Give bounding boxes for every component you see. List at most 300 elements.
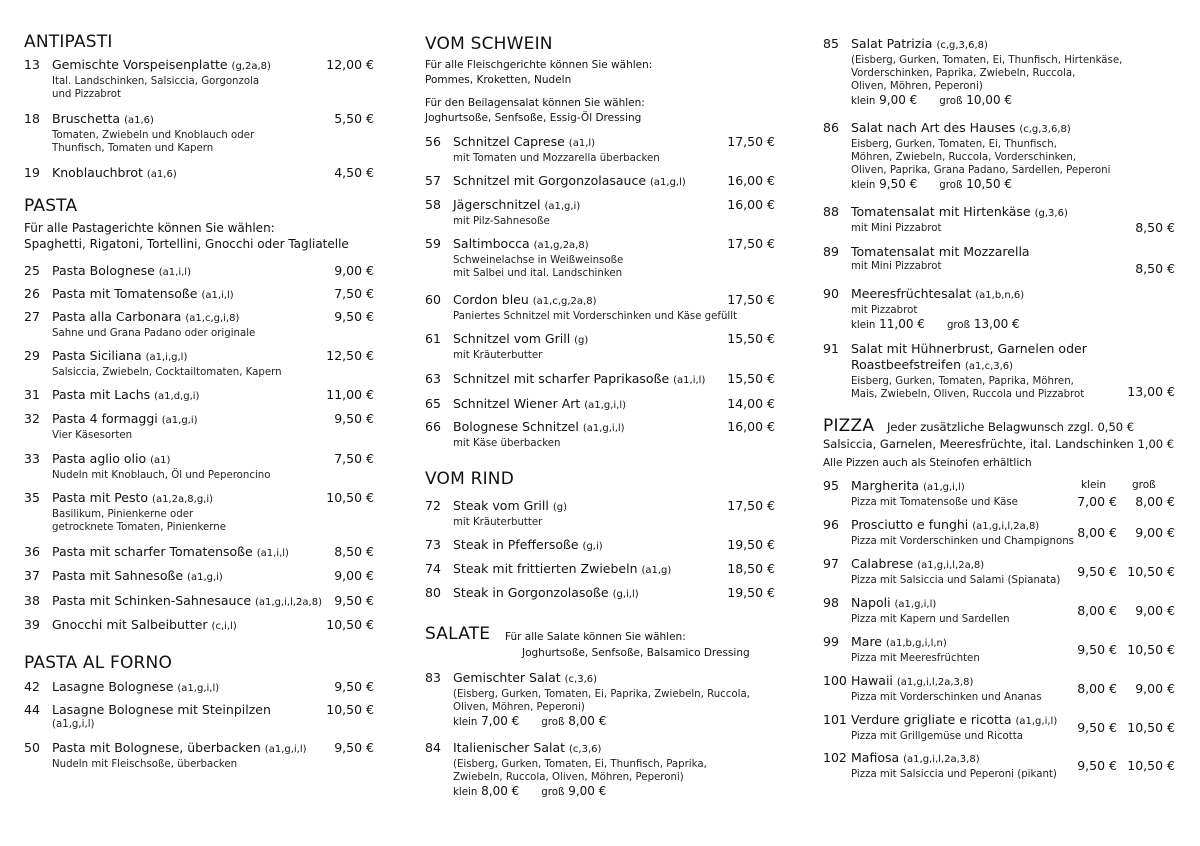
item-name: Pasta alla Carbonara xyxy=(52,309,182,324)
size-header-large: groß xyxy=(1132,479,1156,491)
item-price: 18,50 € xyxy=(727,561,775,576)
menu-item xyxy=(24,348,374,379)
price-large: 9,00 € xyxy=(1135,681,1175,696)
item-description: Oliven, Möhren, Peperoni) xyxy=(453,702,585,713)
menu-item xyxy=(425,371,775,389)
item-allergens: (a1,g,l) xyxy=(650,177,686,188)
item-number: 80 xyxy=(425,585,441,600)
menu-item xyxy=(823,341,1175,401)
price-large: 10,50 € xyxy=(1127,720,1175,735)
item-description: Tomaten, Zwiebeln und Knoblauch oder xyxy=(52,130,255,141)
item-name: Pasta Siciliana xyxy=(52,348,142,363)
item-name: Pasta aglio olio xyxy=(52,451,147,466)
size-prices xyxy=(453,714,775,730)
menu-item xyxy=(425,197,775,228)
item-price: 8,50 € xyxy=(334,544,374,559)
price-large: 8,00 € xyxy=(568,714,607,728)
menu-item xyxy=(24,451,374,482)
item-number: 63 xyxy=(425,371,441,386)
section-title-salate: SALATE xyxy=(425,624,491,644)
item-number: 18 xyxy=(24,111,40,126)
item-price: 17,50 € xyxy=(727,498,775,513)
item-description: Pizza mit Tomatensoße und Käse xyxy=(851,497,1018,508)
price-large: 10,50 € xyxy=(1127,758,1175,773)
item-description: Pizza mit Salsiccia und Peperoni (pikant) xyxy=(851,769,1057,780)
item-description: Oliven, Paprika, Grana Padano, Sardellen, Peperoni xyxy=(851,165,1111,176)
item-number: 39 xyxy=(24,617,40,632)
item-allergens: (a1,i,l) xyxy=(201,290,234,301)
item-description: (Eisberg, Gurken, Tomaten, Ei, Paprika, Zwiebeln, Ruccola, xyxy=(453,689,750,700)
item-number: 84 xyxy=(425,740,441,755)
item-number: 89 xyxy=(823,244,839,259)
section-note: Jeder zusätzliche Belagwunsch zzgl. 0,50 € xyxy=(887,420,1135,434)
size-label-large: groß xyxy=(541,787,565,798)
item-name: Tomatensalat mit Hirtenkäse xyxy=(851,204,1031,219)
item-allergens: (a1,i,l) xyxy=(158,267,191,278)
section-title-pasta-al-forno: PASTA AL FORNO xyxy=(24,653,173,673)
item-name: Salat Patrizia xyxy=(851,36,933,51)
item-description: und Pizzabrot xyxy=(52,89,121,100)
item-number: 98 xyxy=(823,595,839,610)
item-name: Steak mit frittierten Zwiebeln xyxy=(453,561,638,576)
item-price: 17,50 € xyxy=(727,236,775,251)
item-number: 73 xyxy=(425,537,441,552)
item-description: Pizza mit Meeresfrüchten xyxy=(851,653,980,664)
menu-item xyxy=(823,36,1175,109)
item-allergens: (a1,c,g,2a,8) xyxy=(532,296,597,307)
item-allergens: (a1,2a,8,g,i) xyxy=(152,494,214,505)
item-allergens: (a1) xyxy=(150,455,171,466)
item-number: 19 xyxy=(24,165,40,180)
item-name: Lasagne Bolognese xyxy=(52,679,174,694)
item-description: Schweinelachse in Weißweinsoße xyxy=(453,255,624,266)
section-title-pasta: PASTA xyxy=(24,196,78,216)
item-name: Pasta mit Lachs xyxy=(52,387,151,402)
size-prices xyxy=(453,784,775,800)
section-note: Pommes, Kroketten, Nudeln xyxy=(425,74,572,86)
price-small: 7,00 € xyxy=(1077,494,1117,509)
menu-item xyxy=(24,490,374,534)
item-name: Bruschetta xyxy=(52,111,121,126)
menu-item xyxy=(24,286,374,304)
size-prices xyxy=(851,177,1175,193)
item-number: 50 xyxy=(24,740,40,755)
item-description: Paniertes Schnitzel mit Vorderschinken und Käse gefüllt xyxy=(453,311,738,322)
item-name: Margherita xyxy=(851,478,920,493)
item-allergens: (a1,6) xyxy=(146,169,177,180)
item-allergens: (c,3,6) xyxy=(569,744,602,755)
item-price: 8,50 € xyxy=(1135,220,1175,235)
item-description: mit Kräuterbutter xyxy=(453,350,543,361)
item-price: 8,50 € xyxy=(1135,261,1175,276)
item-allergens: (a1,i,l) xyxy=(256,548,289,559)
item-number: 96 xyxy=(823,517,839,532)
menu-item xyxy=(425,585,775,603)
item-name: Gemischter Salat xyxy=(453,670,561,685)
item-price: 14,00 € xyxy=(727,396,775,411)
section-note: Joghurtsoße, Senfsoße, Essig-Öl Dressing xyxy=(425,112,642,124)
item-description: (Eisberg, Gurken, Tomaten, Ei, Thunfisch, Paprika, xyxy=(453,759,707,770)
item-number: 27 xyxy=(24,309,40,324)
section-note: Joghurtsoße, Senfsoße, Balsamico Dressing xyxy=(522,647,750,659)
item-name: Calabrese xyxy=(851,556,914,571)
item-number: 97 xyxy=(823,556,839,571)
size-label-large: groß xyxy=(939,96,963,107)
menu-item xyxy=(24,387,374,405)
price-small: 9,00 € xyxy=(879,93,918,107)
item-allergens: (c,3,6) xyxy=(564,674,598,685)
item-number: 38 xyxy=(24,593,40,608)
item-number: 13 xyxy=(24,57,40,72)
size-label-large: groß xyxy=(939,180,963,191)
item-price: 10,50 € xyxy=(326,702,374,717)
item-allergens: (a1,g,i,l) xyxy=(264,744,307,755)
menu-item-pizza xyxy=(823,712,1175,743)
item-name: Bolognese Schnitzel xyxy=(453,419,579,434)
item-allergens: (a1,l) xyxy=(568,138,596,149)
item-allergens: (a1,g,i,l) xyxy=(584,400,627,411)
menu-item xyxy=(425,331,775,362)
size-label-small: klein xyxy=(453,717,478,728)
item-description: Sahne und Grana Padano oder originale xyxy=(52,328,256,339)
item-price: 9,00 € xyxy=(334,263,374,278)
item-price: 11,00 € xyxy=(326,387,374,402)
item-name: Salat mit Hühnerbrust, Garnelen oder Roastbeefstreifen xyxy=(851,341,1087,372)
item-name: Pasta Bolognese xyxy=(52,263,155,278)
item-number: 60 xyxy=(425,292,441,307)
section-title-vom-schwein: VOM SCHWEIN xyxy=(425,34,553,54)
item-price: 19,50 € xyxy=(727,537,775,552)
item-description: Ital. Landschinken, Salsiccia, Gorgonzola xyxy=(52,76,260,87)
item-price: 16,00 € xyxy=(727,419,775,434)
item-name: Schnitzel Caprese xyxy=(453,134,565,149)
item-description: mit Käse überbacken xyxy=(453,438,561,449)
item-allergens: (c,i,l) xyxy=(211,621,237,632)
item-allergens: (a1,g,i) xyxy=(544,201,581,212)
size-prices xyxy=(851,93,1175,109)
item-name: Pasta mit Sahnesoße xyxy=(52,568,184,583)
item-number: 95 xyxy=(823,478,839,493)
item-description: mit Mini Pizzabrot xyxy=(851,223,942,234)
menu-item xyxy=(24,568,374,586)
item-description: Vorderschinken, Paprika, Zwiebeln, Ruccola, xyxy=(851,68,1076,79)
item-name: Prosciutto e funghi xyxy=(851,517,969,532)
item-allergens: (a1,6) xyxy=(124,115,154,126)
item-price: 17,50 € xyxy=(727,292,775,307)
item-name: Schnitzel vom Grill xyxy=(453,331,571,346)
item-description: mit Mini Pizzabrot xyxy=(851,261,942,272)
price-large: 10,50 € xyxy=(1127,564,1175,579)
menu-item xyxy=(425,236,775,280)
menu-item xyxy=(823,244,1175,276)
item-allergens: (a1,g,i,l) xyxy=(923,482,965,493)
item-price: 9,50 € xyxy=(334,411,374,426)
item-number: 74 xyxy=(425,561,441,576)
item-allergens: (a1,g) xyxy=(641,565,672,576)
price-small: 9,50 € xyxy=(1077,642,1117,657)
item-description: Nudeln mit Fleischsoße, überbacken xyxy=(52,759,238,770)
item-price: 12,00 € xyxy=(326,57,374,72)
price-large: 10,50 € xyxy=(1127,642,1175,657)
item-allergens: (a1,b,n,6) xyxy=(975,290,1025,301)
menu-item xyxy=(823,286,1175,333)
menu-item xyxy=(24,702,374,731)
item-allergens: (a1,g,i,l,2a,3,8) xyxy=(896,677,974,688)
item-name: Cordon bleu xyxy=(453,292,529,307)
item-name: Pasta mit Bolognese, überbacken xyxy=(52,740,261,755)
item-number: 88 xyxy=(823,204,839,219)
menu-item-pizza xyxy=(823,556,1175,587)
item-price: 9,50 € xyxy=(334,740,374,755)
item-allergens: (a1,b,g,i,l,n) xyxy=(885,638,947,649)
item-name: Hawaii xyxy=(851,673,893,688)
menu-item xyxy=(24,57,374,101)
item-allergens: (a1,g,i,l,2a,8) xyxy=(972,521,1040,532)
price-small: 8,00 € xyxy=(481,784,520,798)
price-large: 8,00 € xyxy=(1135,494,1175,509)
item-number: 102 xyxy=(823,750,847,765)
item-allergens: (a1,i,l) xyxy=(673,375,706,386)
item-price: 9,50 € xyxy=(334,593,374,608)
size-label-large: groß xyxy=(946,320,971,331)
section-note: Spaghetti, Rigatoni, Tortellini, Gnocchi oder Tagliatelle xyxy=(24,237,349,251)
item-number: 83 xyxy=(425,670,441,685)
section-title-antipasti: ANTIPASTI xyxy=(24,32,113,52)
menu-item xyxy=(24,309,374,340)
menu-item-pizza xyxy=(823,595,1175,626)
item-price: 10,50 € xyxy=(326,490,374,505)
item-description: Eisberg, Gurken, Tomaten, Ei, Thunfisch, xyxy=(851,139,1057,150)
item-description: (Eisberg, Gurken, Tomaten, Ei, Thunfisch, Hirtenkäse, xyxy=(851,55,1123,66)
item-description: Basilikum, Pinienkerne oder xyxy=(52,509,194,520)
item-number: 101 xyxy=(823,712,847,727)
item-allergens: (g) xyxy=(552,502,567,513)
item-number: 37 xyxy=(24,568,40,583)
item-name: Mare xyxy=(851,634,882,649)
item-allergens: (g) xyxy=(574,335,589,346)
item-price: 16,00 € xyxy=(727,173,775,188)
price-small: 9,50 € xyxy=(1077,758,1117,773)
item-name: Jägerschnitzel xyxy=(453,197,541,212)
item-name: Napoli xyxy=(851,595,891,610)
menu-item xyxy=(24,111,374,155)
item-name: Gnocchi mit Salbeibutter xyxy=(52,617,208,632)
item-allergens: (a1,c,g,i,8) xyxy=(185,313,240,324)
menu-item-pizza xyxy=(823,478,1175,509)
price-large: 10,00 € xyxy=(966,93,1013,107)
menu-item xyxy=(24,165,374,183)
menu-item xyxy=(24,411,374,442)
menu-item xyxy=(425,561,775,579)
item-allergens: (c,g,3,6,8) xyxy=(1019,124,1071,135)
item-description: Pizza mit Vorderschinken und Ananas xyxy=(851,692,1042,703)
item-price: 5,50 € xyxy=(334,111,374,126)
menu-item xyxy=(823,204,1175,235)
item-description: getrocknete Tomaten, Pinienkerne xyxy=(52,522,227,533)
item-allergens: (g,3,6) xyxy=(1034,208,1068,219)
price-small: 8,00 € xyxy=(1077,525,1117,540)
section-note: Für den Beilagensalat können Sie wählen: xyxy=(425,97,645,109)
size-label-large: groß xyxy=(541,717,565,728)
item-name: Verdure grigliate e ricotta xyxy=(851,712,1012,727)
item-number: 33 xyxy=(24,451,40,466)
item-number: 59 xyxy=(425,236,441,251)
item-description: Vier Käsesorten xyxy=(52,430,133,441)
item-name: Schnitzel Wiener Art xyxy=(453,396,581,411)
item-name: Schnitzel mit Gorgonzolasauce xyxy=(453,173,647,188)
menu-item xyxy=(425,396,775,414)
item-name: Steak in Pfeffersoße xyxy=(453,537,579,552)
item-description: (a1,g,i,l) xyxy=(52,719,95,730)
section-title-pizza: PIZZA xyxy=(823,416,875,436)
item-description: Nudeln mit Knoblauch, Öl und Peperoncino xyxy=(52,470,271,481)
item-number: 85 xyxy=(823,36,839,51)
item-price: 15,50 € xyxy=(727,371,775,386)
menu-item xyxy=(823,120,1175,193)
item-number: 35 xyxy=(24,490,40,505)
item-price: 17,50 € xyxy=(727,134,775,149)
item-description: mit Tomaten und Mozzarella überbacken xyxy=(453,153,660,164)
item-allergens: (a1,g,i,l,2a,3,8) xyxy=(903,754,980,765)
menu-item xyxy=(425,419,775,450)
price-large: 10,50 € xyxy=(966,177,1013,191)
item-description: mit Pilz-Sahnesoße xyxy=(453,216,550,227)
item-name: Pasta mit Tomatensoße xyxy=(52,286,198,301)
item-number: 36 xyxy=(24,544,40,559)
item-name: Saltimbocca xyxy=(453,236,530,251)
menu-item xyxy=(24,544,374,562)
item-number: 100 xyxy=(823,673,847,688)
item-allergens: (a1,g,i,l) xyxy=(894,599,937,610)
item-price: 10,50 € xyxy=(326,617,374,632)
item-number: 66 xyxy=(425,419,441,434)
size-label-small: klein xyxy=(851,180,876,191)
item-number: 91 xyxy=(823,341,839,356)
item-description: Pizza mit Salsiccia und Salami (Spianata) xyxy=(851,575,1061,586)
menu-item xyxy=(425,740,775,800)
section-note: Für alle Fleischgerichte können Sie wählen: xyxy=(425,59,653,71)
price-small: 8,00 € xyxy=(1077,603,1117,618)
item-allergens: (a1,c,3,6) xyxy=(965,361,1014,372)
item-price: 19,50 € xyxy=(727,585,775,600)
item-price: 16,00 € xyxy=(727,197,775,212)
price-large: 9,00 € xyxy=(1135,525,1175,540)
item-name: Steak vom Grill xyxy=(453,498,549,513)
item-number: 57 xyxy=(425,173,441,188)
item-name: Tomatensalat mit Mozzarella xyxy=(851,244,1030,259)
item-description: Mais, Zwiebeln, Oliven, Ruccola und Pizzabrot xyxy=(851,389,1085,400)
item-number: 25 xyxy=(24,263,40,278)
item-description: Pizza mit Grillgemüse und Ricotta xyxy=(851,731,1024,742)
item-name: Salat nach Art des Hauses xyxy=(851,120,1016,135)
price-small: 9,50 € xyxy=(879,177,918,191)
item-name: Italienischer Salat xyxy=(453,740,566,755)
item-number: 26 xyxy=(24,286,40,301)
item-number: 65 xyxy=(425,396,441,411)
menu-item-pizza xyxy=(823,673,1175,704)
menu-item-pizza xyxy=(823,517,1175,548)
item-number: 42 xyxy=(24,679,40,694)
item-name: Pasta 4 formaggi xyxy=(52,411,158,426)
size-label-small: klein xyxy=(851,96,876,107)
item-description: Salsiccia, Zwiebeln, Cocktailtomaten, Kapern xyxy=(52,367,282,378)
item-allergens: (a1,g,i) xyxy=(187,572,223,583)
menu-item-pizza xyxy=(823,634,1175,665)
item-price: 15,50 € xyxy=(727,331,775,346)
menu-item xyxy=(425,537,775,555)
item-name: Meeresfrüchtesalat xyxy=(851,286,972,301)
item-description: Zwiebeln, Ruccola, Oliven, Möhren, Peperoni) xyxy=(453,772,684,783)
price-small: 8,00 € xyxy=(1077,681,1117,696)
price-large: 9,00 € xyxy=(1135,603,1175,618)
section-note: Alle Pizzen auch als Steinofen erhältlich xyxy=(823,457,1032,469)
item-allergens: (a1,g,i,l,2a,8) xyxy=(255,597,322,608)
item-allergens: (a1,g,i,l) xyxy=(582,423,625,434)
item-description: Pizza mit Kapern und Sardellen xyxy=(851,614,1010,625)
item-price: 9,00 € xyxy=(334,568,374,583)
item-price: 12,50 € xyxy=(326,348,374,363)
price-small: 11,00 € xyxy=(879,317,925,331)
item-number: 86 xyxy=(823,120,839,135)
item-allergens: (g,i) xyxy=(582,541,603,552)
item-number: 90 xyxy=(823,286,839,301)
item-name: Gemischte Vorspeisenplatte xyxy=(52,57,228,72)
item-name: Knoblauchbrot xyxy=(52,165,143,180)
menu-item xyxy=(24,617,374,635)
item-name: Mafiosa xyxy=(851,750,900,765)
item-number: 31 xyxy=(24,387,40,402)
size-prices xyxy=(851,317,1175,333)
menu-item xyxy=(425,670,775,730)
item-name: Pasta mit Schinken-Sahnesauce xyxy=(52,593,252,608)
section-title-vom-rind: VOM RIND xyxy=(425,469,515,489)
item-allergens: (g,2a,8) xyxy=(231,61,271,72)
size-label-small: klein xyxy=(453,787,478,798)
menu-item xyxy=(425,173,775,191)
item-description: Pizza mit Vorderschinken und Champignons xyxy=(851,536,1074,547)
item-allergens: (a1,i,g,l) xyxy=(145,352,188,363)
item-allergens: (a1,g,i,l,2a,8) xyxy=(917,560,985,571)
price-small: 7,00 € xyxy=(481,714,520,728)
item-price: 13,00 € xyxy=(1127,384,1175,399)
item-number: 58 xyxy=(425,197,441,212)
item-description: mit Kräuterbutter xyxy=(453,517,543,528)
item-number: 72 xyxy=(425,498,441,513)
item-name: Schnitzel mit scharfer Paprikasoße xyxy=(453,371,670,386)
menu-item xyxy=(24,593,374,611)
price-large: 9,00 € xyxy=(568,784,607,798)
price-small: 9,50 € xyxy=(1077,720,1117,735)
item-number: 56 xyxy=(425,134,441,149)
item-allergens: (a1,g,i,l) xyxy=(1015,716,1058,727)
item-description: mit Pizzabrot xyxy=(851,305,918,316)
section-note: Für alle Salate können Sie wählen: xyxy=(505,631,686,643)
item-name: Pasta mit Pesto xyxy=(52,490,149,505)
menu-item xyxy=(24,263,374,281)
item-name: Steak in Gorgonzolasoße xyxy=(453,585,609,600)
item-name: Pasta mit scharfer Tomatensoße xyxy=(52,544,253,559)
menu-item xyxy=(425,134,775,165)
item-allergens: (g,i,l) xyxy=(612,589,639,600)
item-allergens: (a1,g,i,l) xyxy=(177,683,220,694)
item-number: 44 xyxy=(24,702,40,717)
item-description: Möhren, Zwiebeln, Ruccola, Vorderschinken, xyxy=(851,152,1077,163)
menu-item-pizza xyxy=(823,750,1175,781)
size-header-small: klein xyxy=(1081,479,1107,491)
menu-item xyxy=(425,498,775,529)
item-price: 4,50 € xyxy=(334,165,374,180)
item-number: 61 xyxy=(425,331,441,346)
